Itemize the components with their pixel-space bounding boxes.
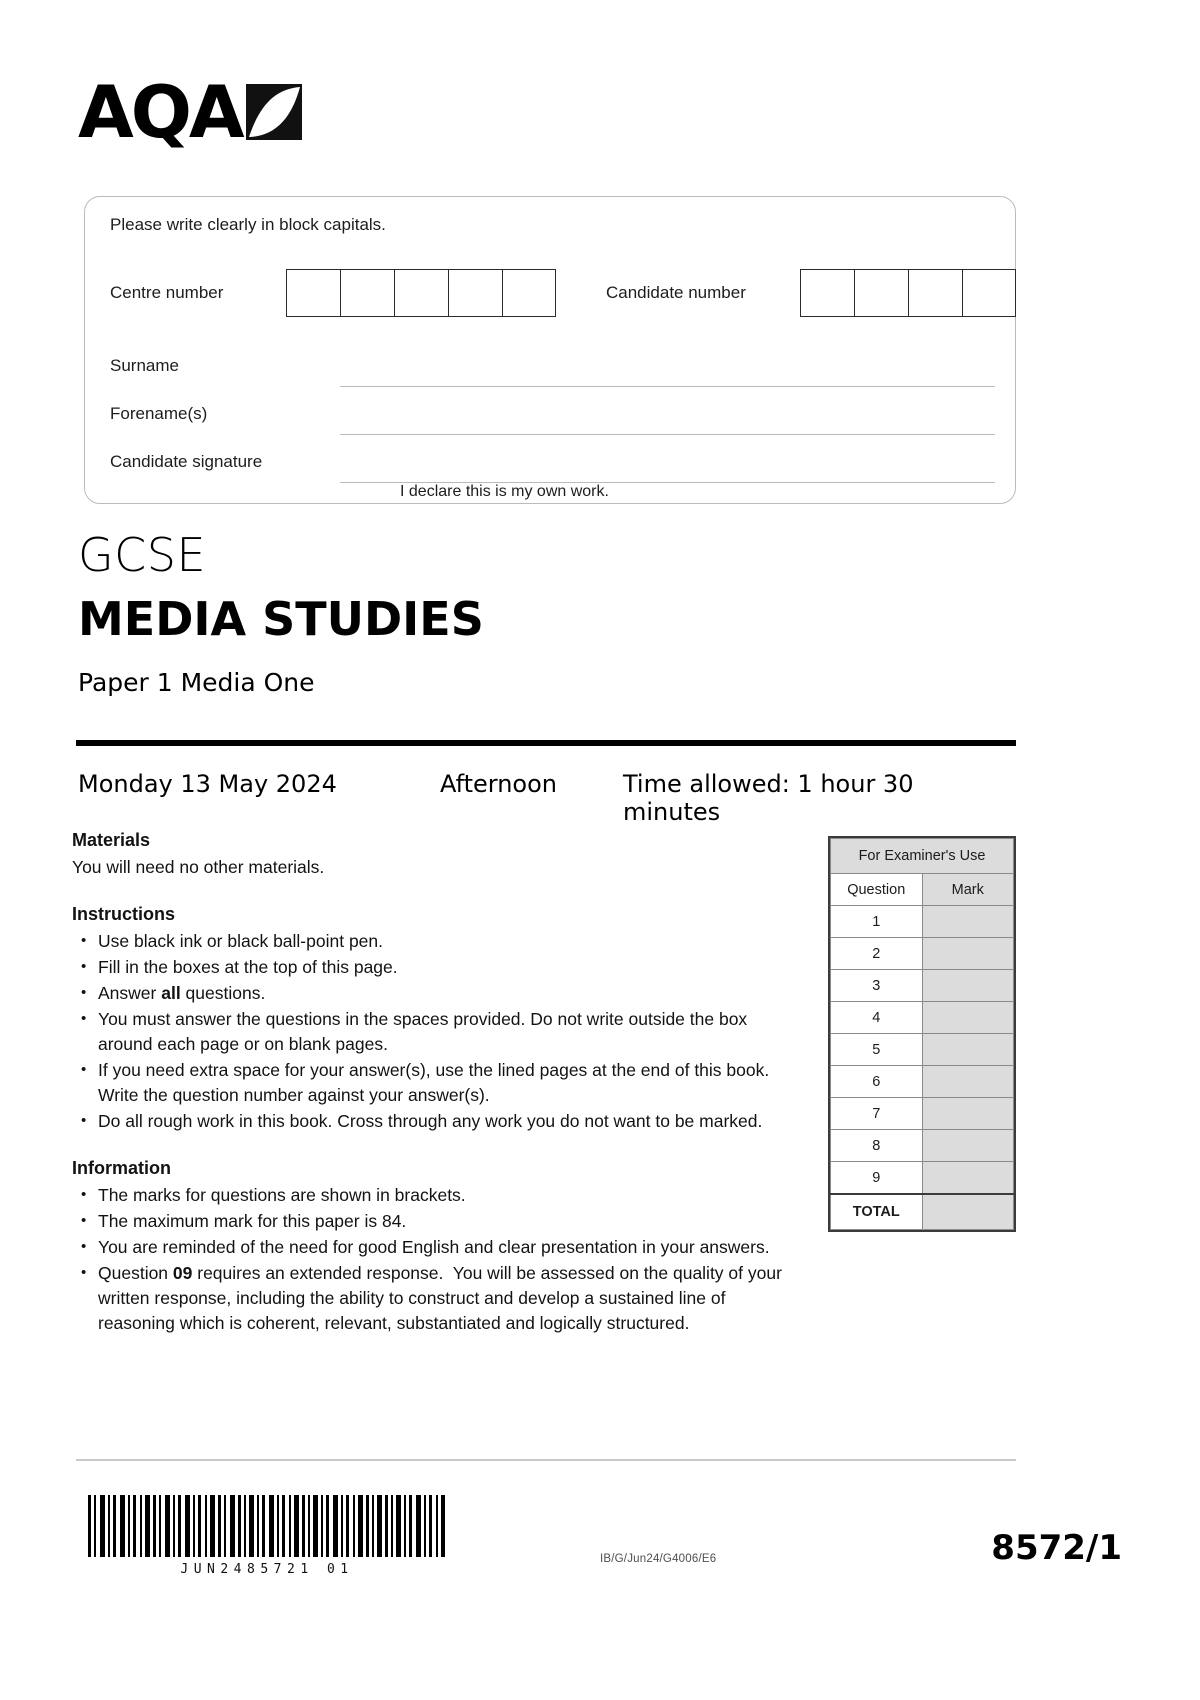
mark-entry-cell[interactable] [922,1034,1014,1066]
aqa-logo [78,70,302,154]
surname-row [110,349,995,389]
table-row-total [831,1194,1014,1230]
centre-number-input[interactable] [286,269,556,317]
block-capitals-instruction: Please write clearly in block capitals. [110,215,386,234]
question-number: 7 [831,1098,923,1130]
instruction-emphasis-all: all [161,983,181,1003]
table-row [831,906,1014,938]
instructions-list [72,929,802,1134]
signature-row [110,445,995,485]
candidate-number-label: Candidate number [606,283,746,302]
instruction-item: • You must answer the questions in the spaces provided. Do not write outside the box around each page or on blank pages. [98,1007,802,1057]
barcode-digits: JUN2485721 01 [180,1562,354,1577]
centre-number-cell[interactable] [286,269,340,317]
question-number: 2 [831,938,923,970]
footer-divider [76,1459,1016,1461]
mark-entry-cell[interactable] [922,970,1014,1002]
paper-code: 8572/1 [991,1528,1122,1568]
examiner-column-question: Question [831,874,923,906]
information-item [98,1261,802,1336]
mark-entry-cell[interactable] [922,906,1014,938]
instruction-item-text-pre: Answer [98,983,162,1003]
instruction-item: • If you need extra space for your answer(s), use the lined pages at the end of this book. Write the question number against your answer(s). [98,1058,802,1108]
materials-heading: Materials [72,830,151,850]
mark-entry-cell[interactable] [922,1098,1014,1130]
information-list [72,1183,802,1336]
header-divider [76,740,1016,746]
information-heading: Information [72,1158,171,1178]
number-fields-row [110,269,995,317]
information-item: • You are reminded of the need for good English and clear presentation in your answers. [98,1235,802,1260]
information-item: • The maximum mark for this paper is 84. [98,1209,802,1234]
question-number: 5 [831,1034,923,1066]
instruction-item: • Fill in the boxes at the top of this page. [98,955,802,980]
front-page-content [72,828,802,1337]
forename-row [110,397,995,437]
surname-input[interactable] [340,386,995,387]
leaf-mark-icon [246,84,302,145]
table-row [831,1002,1014,1034]
mark-entry-cell[interactable] [922,1002,1014,1034]
centre-number-cell[interactable] [394,269,448,317]
materials-text: You will need no other materials. [72,857,325,877]
exam-details-row [78,770,1018,826]
table-row [831,1162,1014,1195]
table-row [831,970,1014,1002]
surname-label: Surname [110,356,179,375]
table-row [831,938,1014,970]
forename-label: Forename(s) [110,404,208,423]
candidate-number-cell[interactable] [908,269,962,317]
forename-input[interactable] [340,434,995,435]
instruction-item: • Use black ink or black ball-point pen. [98,929,802,954]
table-row [831,1066,1014,1098]
instruction-item-text-post: questions. [180,983,266,1003]
paper-title: Paper 1 Media One [78,668,315,697]
question-number: 8 [831,1130,923,1162]
question-number: 1 [831,906,923,938]
total-label: TOTAL [831,1194,923,1230]
candidate-number-cell[interactable] [854,269,908,317]
candidate-signature-label: Candidate signature [110,452,263,471]
table-row [831,1130,1014,1162]
table-row [831,1098,1014,1130]
examiner-column-mark: Mark [922,874,1014,906]
time-allowed: Time allowed: 1 hour 30 minutes [623,770,914,826]
exam-date: Monday 13 May 2024 [78,770,337,798]
mark-entry-cell[interactable] [922,938,1014,970]
exam-session: Afternoon [440,770,557,798]
aqa-logo-text: AQA [78,70,242,154]
candidate-details-box [84,196,1016,504]
instruction-item [98,981,802,1006]
question-number: 3 [831,970,923,1002]
qualification-title: GCSE [78,528,207,582]
barcode [86,1495,448,1557]
question-number: 4 [831,1002,923,1034]
total-mark-cell[interactable] [922,1194,1014,1230]
instructions-heading: Instructions [72,904,176,924]
information-item-text-pre: Question [98,1263,173,1283]
centre-number-cell[interactable] [448,269,502,317]
mark-entry-cell[interactable] [922,1066,1014,1098]
ib-reference-code: IB/G/Jun24/G4006/E6 [600,1553,717,1565]
declaration-text: I declare this is my own work. [400,483,609,500]
question-number: 6 [831,1066,923,1098]
examiner-table-title: For Examiner's Use [831,839,1014,874]
instruction-item: • Do all rough work in this book. Cross through any work you do not want to be marked. [98,1109,802,1134]
centre-number-label: Centre number [110,283,224,302]
centre-number-cell[interactable] [340,269,394,317]
information-item-text-post: requires an extended response. You will be assessed on the quality of your written response, including the ability to construct and develop a sustained line of reasoning which is coherent, relevant, substantiated and logically structured. [98,1263,782,1333]
candidate-number-cell[interactable] [800,269,854,317]
subject-title: MEDIA STUDIES [78,592,484,646]
information-emphasis-q09: 09 [172,1263,193,1283]
examiner-use-table [828,836,1016,1232]
candidate-number-cell[interactable] [962,269,1016,317]
centre-number-cell[interactable] [502,269,556,317]
mark-entry-cell[interactable] [922,1130,1014,1162]
mark-entry-cell[interactable] [922,1162,1014,1195]
question-number: 9 [831,1162,923,1195]
information-item: • The marks for questions are shown in brackets. [98,1183,802,1208]
table-row [831,1034,1014,1066]
candidate-number-input[interactable] [800,269,1016,317]
